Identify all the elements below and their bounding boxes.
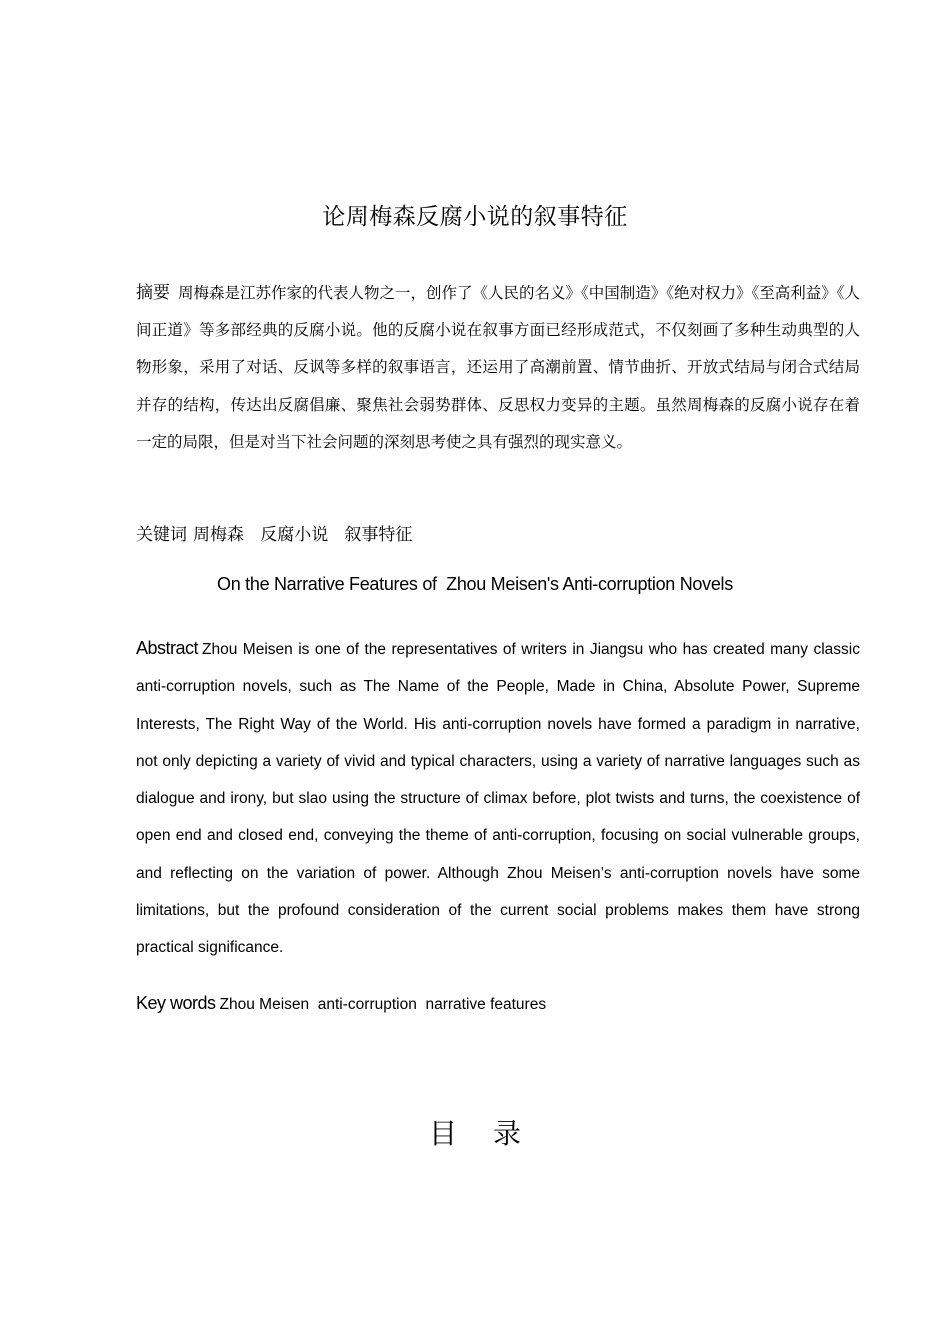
- english-abstract-text: Zhou Meisen is one of the representatives of writers in Jiangsu who has created many classic anti-corruption novels, such as The Name of the People, Made in China, Absolute Power, Supreme Interests, The Right Way of the World. His anti-corruption novels have formed a paradigm in narrative, not only depicting a variety of vivid and typical characters, using a variety of narrative languages such as dialogue and irony, but slao using the structure of climax before, plot twists and turns, the coexistence of open end and closed end, conveying the theme of anti-corruption, focusing on social vulnerable groups, and reflecting on the variation of power. Although Zhou Meisen’s anti-corruption novels have some limitations, but the profound consideration of the current social problems makes them have strong practical significance.: [136, 641, 860, 957]
- chinese-abstract-label: 摘要: [136, 283, 170, 303]
- chinese-keywords-label: 关键词: [136, 525, 187, 545]
- chinese-abstract: [136, 275, 860, 461]
- english-keywords-label: Key words: [136, 993, 216, 1013]
- table-of-contents-title: 目录: [428, 1117, 557, 1150]
- chinese-title: 论周梅森反腐小说的叙事特征: [322, 204, 628, 230]
- english-keywords-text: Zhou Meisen anti-corruption narrative features: [219, 996, 547, 1013]
- chinese-abstract-text: 周梅森是江苏作家的代表人物之一，创作了《人民的名义》《中国制造》《绝对权力》《至高利益》《人间正道》等多部经典的反腐小说。他的反腐小说在叙事方面已经形成范式，不仅刻画了多种生动典型的人物形象，采用了对话、反讽等多样的叙事语言，还运用了高潮前置、情节曲折、开放式结局与闭合式结局并存的结构，传达出反腐倡廉、聚焦社会弱势群体、反思权力变异的主题。虽然周梅森的反腐小说存在着一定的局限，但是对当下社会问题的深刻思考使之具有强烈的现实意义。: [136, 284, 861, 451]
- english-keywords: [136, 993, 860, 1014]
- chinese-keywords-text: 周梅森 反腐小说 叙事特征: [193, 525, 413, 545]
- english-title: On the Narrative Features of Zhou Meisen's Anti-corruption Novels: [217, 574, 733, 594]
- english-abstract: [136, 630, 860, 967]
- english-abstract-label: Abstract: [136, 638, 199, 658]
- chinese-keywords: [136, 520, 860, 545]
